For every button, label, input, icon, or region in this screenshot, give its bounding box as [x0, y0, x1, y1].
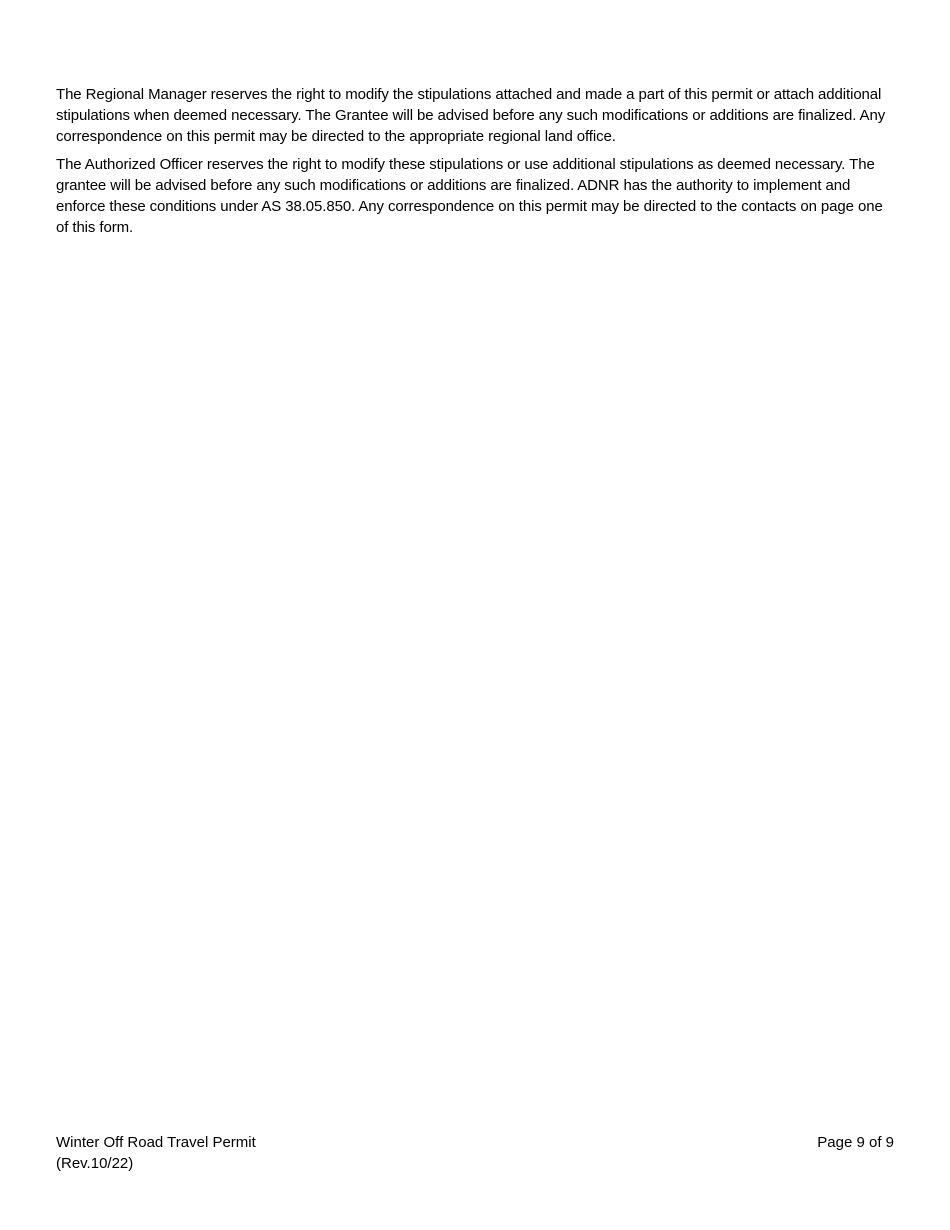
- paragraph-authorized-officer: The Authorized Officer reserves the right to modify these stipulations or use additional stipulations as deemed necessary. The grantee will be advised before any such modifications or additions are finalized. ADNR has the authority to implement and enforce these conditions under AS 38.05.850. Any correspondence on this permit may be directed to the contacts on page one of this form.: [56, 156, 883, 236]
- footer-form-title: Winter Off Road Travel Permit: [56, 1134, 256, 1151]
- footer-revision: (Rev.10/22): [56, 1154, 134, 1172]
- footer-page-number: Page 9 of 9: [817, 1134, 894, 1151]
- footer-form-info: [56, 1133, 256, 1175]
- paragraph-regional-manager: The Regional Manager reserves the right to modify the stipulations attached and made a part of this permit or attach additional stipulations when deemed necessary. The Grantee will be advised before any such modifications or additions are finalized. Any correspondence on this permit may be directed to the appropriate regional land office.: [56, 86, 886, 145]
- body-text: [56, 85, 896, 247]
